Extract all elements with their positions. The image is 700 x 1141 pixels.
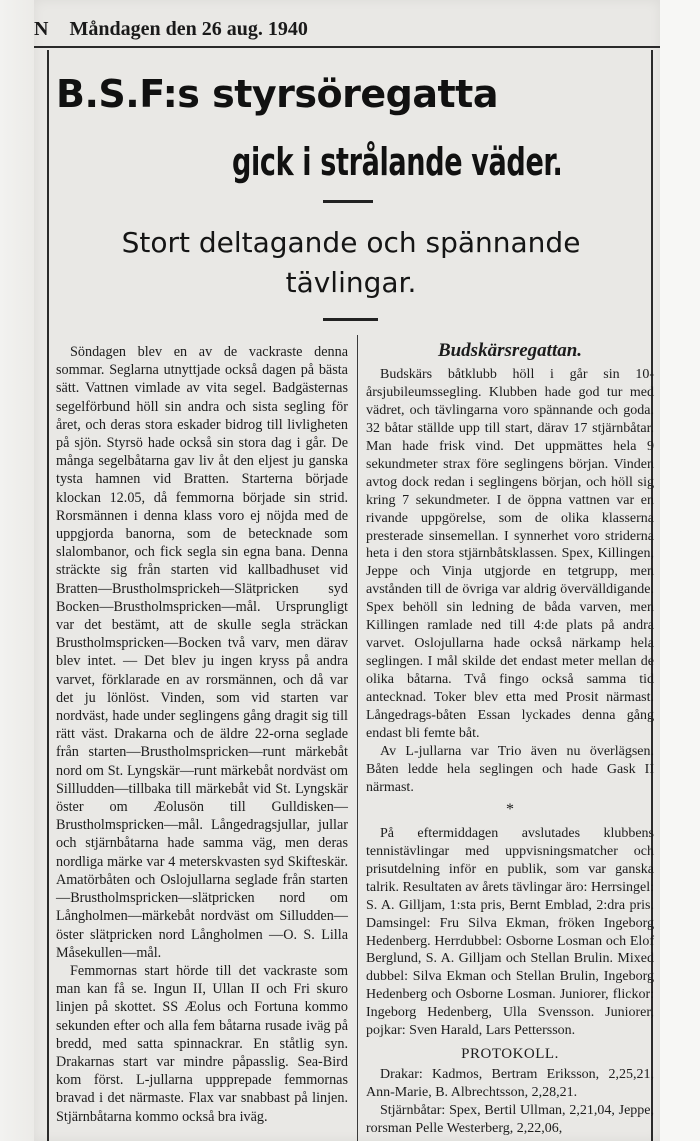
protocol-title: PROTOKOLL.	[461, 1046, 559, 1063]
scan-right-margin	[660, 0, 700, 1141]
headline-line-2: gick i strålande väder.	[232, 140, 563, 184]
article-paragraph: På eftermiddagen avslutades klubbens tennistävlingar med uppvisningsmatcher och prisutdelning inför en publik, som var ganska talrik. Resultaten av årets tävlingar äro: Herrsingel: S. A. Gilljam, 1:sta pris, Bernt Emblad, 2:dra pris. Damsingel: Fru Silva Ekman, fröken Ingeborg Hedenberg. Herrdubbel: Osborne Losman och Elof Berglund, S. A. Gilljam och Stellan Brulin. Mixed dubbel: Silva Ekman och Stellan Brulin, Ingeborg Hedenberg och Osborne Losman. Juniorer, flickor: Ingeborg Hedenberg, Ulla Svensson. Juniorer, pojkar: Sven Harald, Lars Pettersson.	[366, 825, 654, 1039]
article-right-column	[366, 342, 654, 1138]
column-rule-left	[47, 50, 49, 1141]
article-paragraph: Femmornas start hörde till det vackraste som man kan få se. Ingun II, Ullan II och Fri skuro linjen på skottet. SS Æolus och Fortuna kommo sekunden efter och alla fem båtarna rusade iväg på bredd, med satta spinnackrar. En ståtlig syn. Drakarnas start var mindre påpasslig. Sea-Bird kom först. L-jullarna uppprepade femmornas bravad i det närmaste. Flax var snabbast på linjen. Stjärnbåtarna kommo också bra iväg.	[56, 962, 348, 1125]
article-paragraph: Av L-jullarna var Trio även nu överlägsen. Båten ledde hela seglingen och hade Gask II närmast.	[366, 743, 654, 795]
protocol-line: Stjärnbåtar: Spex, Bertil Ullman, 2,21,04, Jeppe, rorsman Pelle Westerberg, 2,22,06,	[366, 1103, 654, 1137]
article-paragraph: Budskärs båtklubb höll i går sin 10-årsjubileumssegling. Klubben hade god tur med vädret, och tävlingarna voro spännande och goda. 32 båtar ställde upp till start, därav 17 stjärnbåtar. Man hade frisk vind. Det uppmättes hela 9 sekundmeter strax före seglingens början. Vinden avtog dock redan i seglingens början, och höll sig kring 7 sekundmeter. I de öppna vattnen var en rivande uppgörelse, som de olika klasserna presterade sinsemellan. I synnerhet voro striderna heta i den stora stjärnbåtsklassen. Spex, Killingen, Jeppe och Vinja utgjorde en tetgrupp, men avstånden till de övriga var aldrig övervälldigande. Spex behöll sin ledning de båda varven, men Killingen ramlade ned till 4:de plats på andra varvet. Oslojullarna hade också närkamp hela seglingen. I mål skilde det endast meter mellan de olika båtarna. Två fingo också samma tid antecknad. Toker blev etta med Prosit närmast. Långedrags-båten Essan lyckades denna gång endast bli femte båt.	[366, 366, 654, 742]
header-rule	[34, 46, 660, 48]
section-separator: *	[506, 800, 514, 818]
masthead-fragment: N	[34, 18, 49, 40]
article-paragraph: Söndagen blev en av de vackraste denna sommar. Seglarna utnyttjade också dagen på bästa sätt. Vattnen vimlade av vita segel. Badgästernas segelförbund höll sin andra och sista segling för året, och deras stora eskader bidrog till livligheten på sjön. Styrsö hade också sin stora dag i går. De många segelbåtarna gav liv åt den eljest ju ganska tysta hamnen vid Bratten. Starterna började klockan 12.05, då femmorna började sin strid. Rorsmännen i denna klass voro ej nöjda med de uppgjorda banorna, som de betecknade som slalombanor, och fick segla sin egna bana. Denna sträckte sig från starten vid kallbadhuset vid Bratten—Brustholmsprickeh—Slätpricken syd Bocken—Brustholmspricken—mål. Ursprungligt var det bestämt, att de skulle segla sträckan Brustholmspricken—Bocken två varv, men därav blev intet. — Det blev ju ingen kryss på andra varvet, förklarade en av rorsmännen, och då var det ju lönlöst. Vinden, som vid starten var nordväst, hade under seglingens gång dragit sig till rätt väst. Drakarna och de äldre 22-orna seglade från starten—Brustholmspricken—runt märkebåt nord om St. Lyngskär—runt märkebåt nordväst om Sillludden—tillbaka till märkebåt vid St. Lyngskär öster om Æolusön till Gulldisken—Brustholmspricken—mål. Långedragsjullar, jullar och stjärnbåtarna hade samma väg, men deras nordliga märke var 4 meterskvasten syd Skifteskär. Amatörbåten och Oslojullarna seglade från starten—Brustholmspricken—slätpricken nord om Långholmen—märkebåt nordväst om Silludden—öster slätpricken nord Långholmen —O. S. Lilla Måsekullen—mål.	[56, 344, 348, 961]
subheadline-line-1: Stort deltagande och spännande	[121, 226, 581, 259]
column-rule-middle	[357, 335, 358, 1141]
masthead	[34, 18, 308, 41]
section-title: Budskärsregattan.	[437, 340, 583, 361]
subheadline-line-2: tävlingar.	[285, 266, 417, 299]
article-left-column	[56, 343, 348, 1126]
masthead-date: Måndagen den 26 aug. 1940	[69, 18, 308, 40]
headline-divider	[323, 200, 373, 203]
subheadline-divider	[323, 318, 378, 321]
protocol-line: Drakar: Kadmos, Bertram Eriksson, 2,25,21, Ann-Marie, B. Albrechtsson, 2,28,21.	[366, 1067, 654, 1101]
scan-margin	[0, 0, 34, 1141]
headline-line-1: B.S.F:s styrsöregatta	[56, 72, 498, 116]
